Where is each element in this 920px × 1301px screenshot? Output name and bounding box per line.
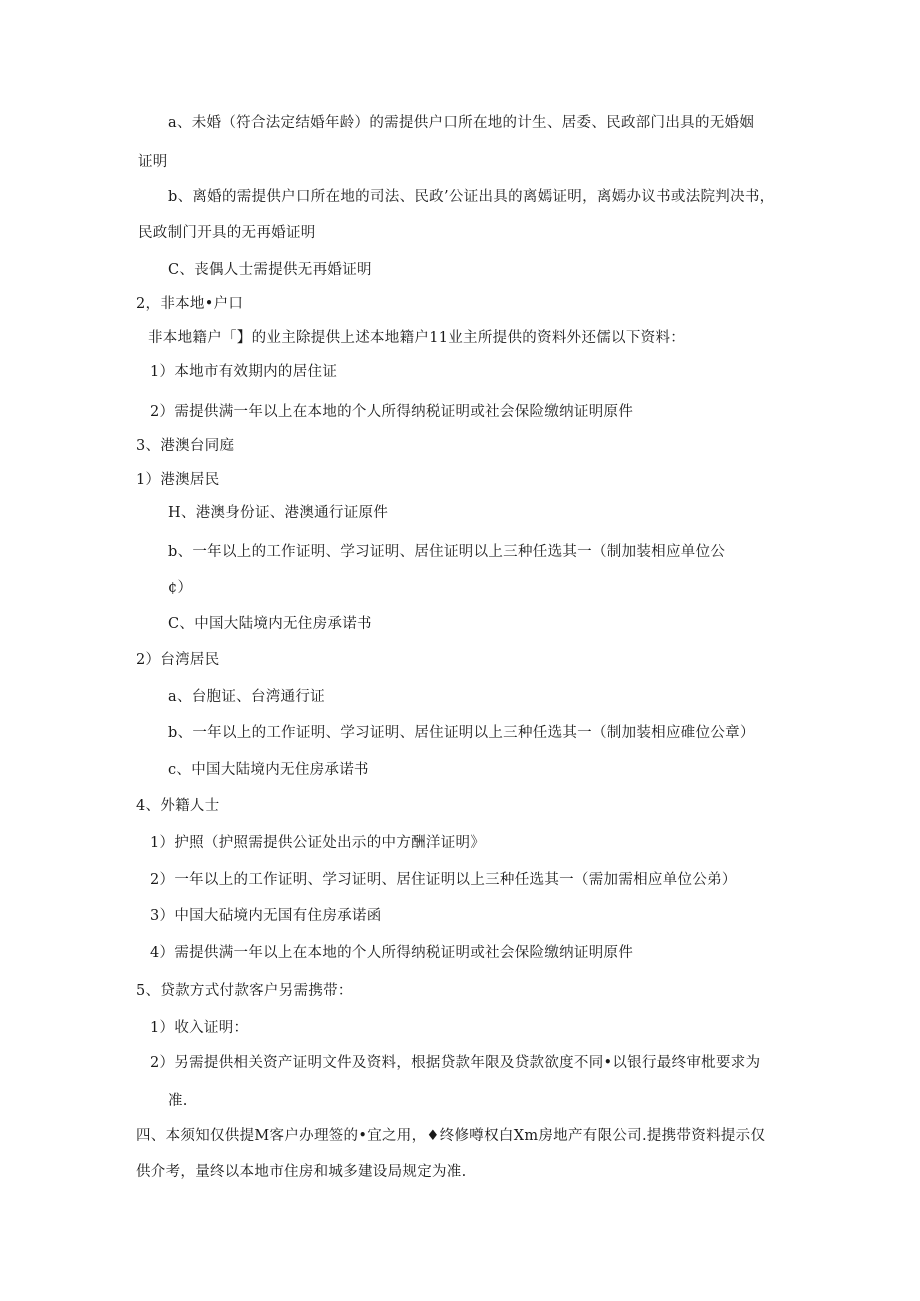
line-tax-proof: 2）需提供满一年以上在本地的个人所得纳税证明或社会保险缴纳证明原件 <box>150 404 634 420</box>
line-unmarried-cont: 证明 <box>138 154 168 170</box>
line-unmarried: a、未婚（符合法定结婚年龄）的需提供户口所在地的计生、居委、民政部门出具的无婚姻 <box>168 115 755 131</box>
line-divorced: b、离婚的需提供户口所在地的司法、民政’公证出具的离嫣证明，离嫣办议书或法院判决书， <box>168 189 775 205</box>
notice-paragraph-cont: 供介考，量终以本地市住房和城多建设局规定为准. <box>136 1164 467 1180</box>
line-widowed: C、丧偶人士需提供无再婚证明 <box>168 262 372 278</box>
line-hk-id: H、港澳身份证、港澳通行证原件 <box>168 505 389 521</box>
notice-paragraph: 四、本须知仅供提M客户办理签的•宜之用，♦终修噂权白Xm房地产有限公司.提携带资料提示仅 <box>136 1128 766 1144</box>
line-asset-proof-cont: 准. <box>168 1093 188 1109</box>
section-heading-foreigners: 4、外籍人士 <box>136 798 220 814</box>
line-taiwan-work-proof: b、一年以上的工作证明、学习证明、居住证明以上三种任选其一（制加装相应碓位公章） <box>168 725 755 741</box>
section-heading-hk-macau-tw: 3、港澳台同庭 <box>136 438 235 454</box>
line-taiwan-no-house: c、中国大陆境内无住房承诺书 <box>168 762 369 778</box>
line-income-proof: 1）收入证明： <box>150 1020 249 1036</box>
line-asset-proof: 2）另需提供相关资产证明文件及资料，根据贷款年限及贷款欲度不同•以银行最终审枇要求为 <box>150 1055 761 1071</box>
line-foreign-tax-proof: 4）需提供满一年以上在本地的个人所得纳税证明或社会保险缴纳证明原件 <box>150 945 634 961</box>
line-foreign-no-house: 3）中国大砧境内无国有住房承诺函 <box>150 908 382 924</box>
line-foreign-work-proof: 2）一年以上的工作证明、学习证明、居住证明以上三种任选其一（需加需相应单位公弟） <box>150 872 737 888</box>
line-nonlocal-intro: 非本地籍户「】的业主除提供上述本地籍户11业主所提供的资料外还儒以下资料： <box>148 330 686 346</box>
line-hk-no-house: C、中国大陆境内无住房承诺书 <box>168 616 372 632</box>
line-taiwan-permit: a、台胞证、台湾通行证 <box>168 689 325 705</box>
line-hk-work-proof: b、一年以上的工作证明、学习证明、居住证明以上三种任选其一（制加装相应单位公 <box>168 544 726 560</box>
section-heading-nonlocal: 2，非本地•户口 <box>136 296 244 312</box>
subsection-taiwan: 2）台湾居民 <box>136 652 220 668</box>
line-passport: 1）护照（护照需提供公证处出示的中方酬洋证明》 <box>150 835 486 851</box>
section-heading-loan: 5、贷款方式付款客户另需携带： <box>136 983 353 999</box>
line-residence-permit: 1）本地市有效期内的居住证 <box>150 364 338 380</box>
line-hk-work-proof-cont: ¢） <box>168 580 193 596</box>
subsection-hk-macau: 1）港澳居民 <box>136 472 220 488</box>
line-divorced-cont: 民政制门开具的无再婚证明 <box>138 225 316 241</box>
